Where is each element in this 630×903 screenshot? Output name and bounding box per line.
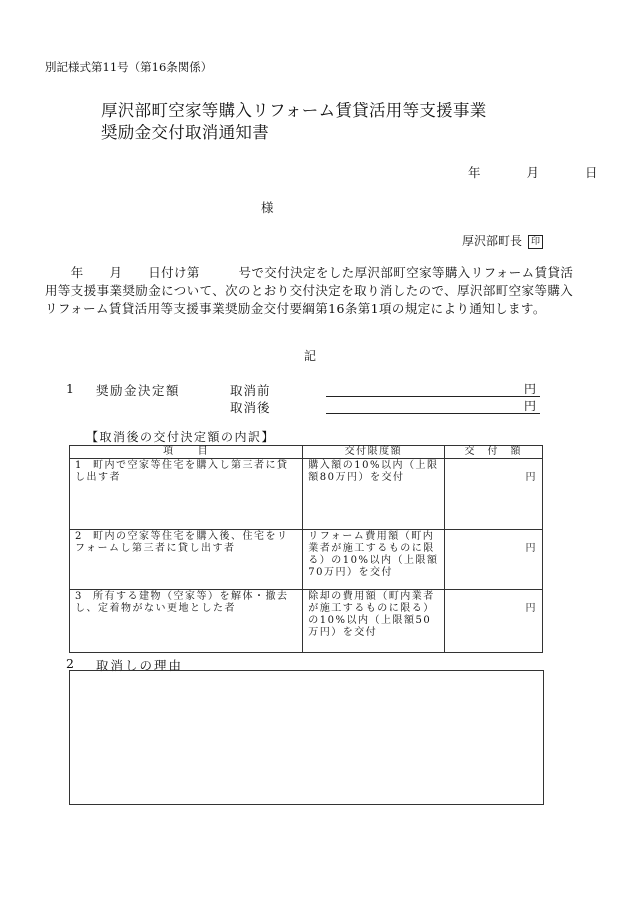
date-month-label: 月 — [526, 165, 539, 180]
breakdown-table — [69, 445, 543, 653]
form-number: 別記様式第11号（第16条関係） — [45, 60, 213, 74]
title-line-1: 厚沢部町空家等購入リフォーム賃貸活用等支援事業 — [101, 101, 487, 120]
title-line-2: 奨励金交付取消通知書 — [101, 123, 269, 142]
breakdown-title: 【取消後の交付決定額の内訳】 — [86, 430, 276, 444]
item-cell — [70, 530, 303, 590]
issue-date — [468, 163, 597, 181]
header-item: 項 目 — [70, 446, 303, 459]
table-header-row — [70, 446, 543, 459]
after-cancel-amount-field[interactable] — [326, 397, 540, 414]
item-number: 3 — [75, 591, 83, 602]
ki-heading: 記 — [304, 349, 317, 363]
before-cancel-amount-field[interactable] — [326, 380, 540, 397]
yen-unit: 円 — [523, 399, 536, 413]
section2-label: 取消しの理由 — [96, 658, 184, 673]
issuer-name: 厚沢部町長 — [462, 234, 523, 248]
limit-cell: 購入額の10%以内（上限額80万円）を交付 — [303, 459, 444, 530]
before-cancel-label: 取消前 — [230, 383, 271, 398]
table-row — [70, 590, 543, 653]
date-year-label: 年 — [468, 165, 481, 180]
section2-number: 2 — [66, 656, 74, 671]
date-day-label: 日 — [584, 165, 598, 180]
header-limit: 交付限度額 — [303, 446, 444, 459]
limit-cell: 除却の費用額（町内業者が施工するものに限る）の10%以内（上限額50万円）を交付 — [303, 590, 444, 653]
limit-cell: リフォーム費用額（町内業者が施工するものに限る）の10%以内（上限額70万円）を交付 — [303, 530, 444, 590]
item-text: 所有する建物（空家等）を解体・撤去し、定着物がない更地とした者 — [75, 591, 289, 614]
cancellation-reason-box[interactable] — [69, 670, 544, 805]
item-text: 町内で空家等住宅を購入し第三者に貸し出す者 — [75, 460, 289, 483]
item-text: 町内の空家等住宅を購入後、住宅をリフォームし第三者に貸し出す者 — [75, 531, 289, 554]
after-cancel-label: 取消後 — [230, 400, 271, 415]
seal-mark: 印 — [528, 235, 543, 249]
amount-cell[interactable] — [444, 530, 542, 590]
yen-unit: 円 — [525, 543, 537, 554]
section1-number: 1 — [66, 381, 74, 396]
header-amount: 交 付 額 — [444, 446, 542, 459]
item-cell — [70, 590, 303, 653]
issuer-block — [462, 232, 543, 249]
item-cell — [70, 459, 303, 530]
item-number: 1 — [75, 460, 83, 471]
yen-unit: 円 — [523, 382, 536, 396]
amount-cell[interactable] — [444, 590, 542, 653]
document-title — [101, 100, 487, 144]
notice-body: 年 月 日付け第 号で交付決定をした厚沢部町空家等購入リフォーム賃貸活用等支援事業奨励金について、次のとおり交付決定を取り消したので、厚沢部町空家等購入リフォーム賃貸活用等支援事業奨励金交付要綱第16条第1項の規定により通知します。 — [45, 265, 574, 316]
section1-label: 奨励金決定額 — [96, 383, 181, 398]
amount-cell[interactable] — [444, 459, 542, 530]
recipient-suffix: 様 — [261, 200, 274, 215]
table-row — [70, 459, 543, 530]
yen-unit: 円 — [525, 472, 537, 483]
item-number: 2 — [75, 531, 83, 542]
yen-unit: 円 — [525, 603, 537, 614]
table-row — [70, 530, 543, 590]
